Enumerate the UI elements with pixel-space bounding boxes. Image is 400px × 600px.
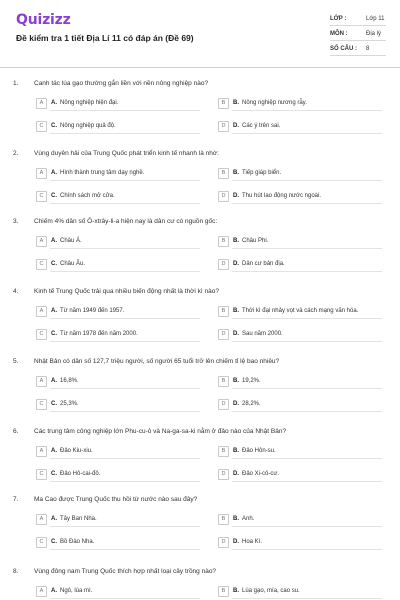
option-text: 25,3%. [60, 401, 79, 407]
answer-option[interactable] [218, 190, 390, 204]
option-key: A. [51, 308, 57, 314]
option-underline [232, 133, 382, 134]
answer-option[interactable] [36, 120, 208, 134]
option-text: 19,2%. [242, 378, 261, 384]
answer-option[interactable] [218, 513, 390, 527]
option-letter-box: B [218, 98, 229, 109]
option-letter-box: A [36, 446, 47, 457]
option-text: Chính sách mở cửa. [60, 193, 115, 199]
question-text: Ma Cao được Trung Quốc thu hồi từ nước nào sau đây? [34, 496, 198, 503]
option-key: B. [233, 238, 239, 244]
answer-option[interactable] [36, 513, 208, 527]
answer-option[interactable] [36, 468, 208, 482]
option-text: Nông nghiệp quả độ. [60, 123, 116, 129]
question-text: Canh tác lúa gạo thường gắn liền với nền nông nghiệp nào? [34, 80, 209, 87]
option-letter-box: A [36, 168, 47, 179]
option-letter-box: B [218, 306, 229, 317]
option-text: Anh. [242, 516, 255, 522]
option-letter-box: D [218, 469, 229, 480]
option-text: Hoa Kì. [242, 539, 263, 545]
question-text: Vùng duyên hải của Trung Quốc phát triển kinh tế nhanh là nhờ: [34, 150, 219, 157]
answer-option[interactable] [218, 258, 390, 272]
option-underline [232, 481, 382, 482]
answer-option[interactable] [218, 536, 390, 550]
answer-option[interactable] [36, 328, 208, 342]
option-letter-box: D [218, 121, 229, 132]
option-key: B. [233, 308, 239, 314]
option-letter-box: A [36, 376, 47, 387]
option-letter-box: C [36, 191, 47, 202]
option-text: Ngô, lúa mì. [60, 588, 93, 594]
option-text: Đảo Hô-cai-đô. [60, 471, 101, 477]
answer-option[interactable] [36, 445, 208, 459]
answer-option[interactable] [36, 398, 208, 412]
option-letter-box: C [36, 121, 47, 132]
option-letter-box: B [218, 168, 229, 179]
option-text: Dân cư bản địa. [242, 261, 285, 267]
answer-option[interactable] [36, 536, 208, 550]
option-key: B. [233, 516, 239, 522]
option-letter-box: D [218, 259, 229, 270]
option-letter-box: D [218, 399, 229, 410]
option-text: Đảo Xi-cô-cư. [242, 471, 280, 477]
option-underline [50, 526, 200, 527]
option-letter-box: D [218, 191, 229, 202]
option-underline [50, 341, 200, 342]
answer-option[interactable] [218, 468, 390, 482]
answer-option[interactable] [218, 445, 390, 459]
answer-option[interactable] [218, 328, 390, 342]
option-letter-box: A [36, 306, 47, 317]
option-letter-box: C [36, 399, 47, 410]
option-letter-box: C [36, 259, 47, 270]
option-key: C. [51, 401, 57, 407]
option-letter-box: B [218, 514, 229, 525]
answer-option[interactable] [36, 235, 208, 249]
option-underline [232, 180, 382, 181]
option-letter-box: A [36, 236, 47, 247]
option-underline [50, 271, 200, 272]
answer-option[interactable] [218, 585, 390, 599]
option-letter-box: B [218, 236, 229, 247]
question-number: 3. [13, 218, 19, 225]
option-text: Châu Phi. [242, 238, 269, 244]
question-number: 7. [13, 496, 19, 503]
option-key: C. [51, 539, 57, 545]
option-text: Thu hút lao động nước ngoài. [242, 193, 322, 199]
option-text: 28,2%. [242, 401, 261, 407]
question-number: 5. [13, 358, 19, 365]
question-number: 2. [13, 150, 19, 157]
option-underline [232, 341, 382, 342]
option-underline [50, 110, 200, 111]
option-underline [50, 248, 200, 249]
option-key: A. [51, 448, 57, 454]
option-text: Sau năm 2000. [242, 331, 283, 337]
option-underline [50, 481, 200, 482]
option-text: Châu Á. [60, 238, 82, 244]
option-key: B. [233, 100, 239, 106]
option-underline [232, 248, 382, 249]
answer-option[interactable] [218, 398, 390, 412]
quizizz-logo: Quizizz [16, 12, 71, 28]
header-divider [0, 67, 400, 68]
count-label: SỐ CÂU : [330, 46, 357, 52]
count-divider [330, 55, 386, 56]
option-key: B. [233, 588, 239, 594]
option-letter-box: B [218, 376, 229, 387]
option-letter-box: C [36, 537, 47, 548]
answer-option[interactable] [36, 258, 208, 272]
option-letter-box: A [36, 586, 47, 597]
option-key: C. [51, 261, 57, 267]
option-underline [50, 411, 200, 412]
option-text: Lúa gạo, mía, cao su. [242, 588, 300, 594]
option-key: D. [233, 539, 239, 545]
answer-option[interactable] [218, 375, 390, 389]
option-key: A. [51, 378, 57, 384]
option-key: C. [51, 331, 57, 337]
answer-option[interactable] [36, 190, 208, 204]
option-underline [50, 598, 200, 599]
question-text: Chiếm 4% dân số Ô-xtrây-li-a hiện nay là dân cư có nguồn gốc: [34, 218, 218, 225]
option-underline [50, 388, 200, 389]
answer-option[interactable] [218, 120, 390, 134]
question-number: 1. [13, 80, 19, 87]
option-letter-box: B [218, 586, 229, 597]
class-divider [330, 25, 386, 26]
option-text: Nông nghiệp nương rẫy. [242, 100, 307, 106]
option-key: A. [51, 516, 57, 522]
page-title: Đề kiểm tra 1 tiết Địa Lí 11 có đáp án (Đề 69) [16, 33, 194, 43]
worksheet-header [0, 0, 400, 66]
answer-option[interactable] [36, 375, 208, 389]
answer-option[interactable] [218, 167, 390, 181]
option-underline [50, 180, 200, 181]
answer-option[interactable] [218, 97, 390, 111]
question-number: 6. [13, 428, 19, 435]
class-value: Lớp 11 [366, 16, 385, 22]
option-underline [232, 271, 382, 272]
answer-option[interactable] [36, 97, 208, 111]
option-underline [50, 549, 200, 550]
question-text: Các trung tâm công nghiệp lớn Phu-cu-ô và Na-ga-sa-ki nằm ở đảo nào của Nhật Bản? [34, 428, 287, 435]
option-letter-box: D [218, 537, 229, 548]
option-key: A. [51, 170, 57, 176]
option-underline [232, 526, 382, 527]
subject-label: MÔN : [330, 31, 348, 37]
option-underline [232, 598, 382, 599]
option-key: B. [233, 170, 239, 176]
option-underline [232, 318, 382, 319]
option-key: B. [233, 378, 239, 384]
option-text: Đảo Hôn-su. [242, 448, 276, 454]
option-text: Từ năm 1949 đến 1957. [60, 308, 125, 314]
question-text: Kinh tế Trung Quốc trải qua nhiều biến động nhất là thời kì nào? [34, 288, 219, 295]
answer-option[interactable] [36, 305, 208, 319]
question-text: Nhật Bản có dân số 127,7 triệu người, số người 65 tuổi trở lên chiếm tỉ lệ bao nhiêu? [34, 358, 280, 365]
answer-option[interactable] [36, 167, 208, 181]
option-letter-box: D [218, 329, 229, 340]
option-underline [50, 458, 200, 459]
subject-value: Địa lý [366, 31, 382, 37]
option-text: Bồ Đào Nha. [60, 539, 95, 545]
question-number: 8. [13, 568, 19, 575]
answer-option[interactable] [36, 585, 208, 599]
option-underline [232, 411, 382, 412]
option-underline [50, 133, 200, 134]
answer-option[interactable] [218, 305, 390, 319]
option-key: D. [233, 261, 239, 267]
option-underline [232, 110, 382, 111]
question-text: Vùng đông nam Trung Quốc thích hợp nhất loại cây trồng nào? [34, 568, 217, 575]
count-value: 8 [366, 46, 370, 52]
option-letter-box: C [36, 469, 47, 480]
option-underline [232, 388, 382, 389]
option-key: A. [51, 238, 57, 244]
option-key: C. [51, 193, 57, 199]
option-underline [50, 203, 200, 204]
option-text: Đảo Kiu-xiu. [60, 448, 93, 454]
option-key: D. [233, 401, 239, 407]
option-letter-box: A [36, 514, 47, 525]
option-text: Tây Ban Nha. [60, 516, 97, 522]
answer-option[interactable] [218, 235, 390, 249]
option-text: 16,8%. [60, 378, 79, 384]
question-number: 4. [13, 288, 19, 295]
option-key: A. [51, 100, 57, 106]
option-key: D. [233, 331, 239, 337]
option-letter-box: A [36, 98, 47, 109]
option-text: Từ năm 1978 đến năm 2000. [60, 331, 138, 337]
option-key: C. [51, 123, 57, 129]
option-text: Hình thành trung tâm dạy nghề. [60, 170, 145, 176]
option-key: A. [51, 588, 57, 594]
option-text: Nông nghiệp hiện đại. [60, 100, 119, 106]
option-underline [232, 203, 382, 204]
option-letter-box: C [36, 329, 47, 340]
subject-divider [330, 40, 386, 41]
option-key: B. [233, 448, 239, 454]
option-underline [232, 458, 382, 459]
option-text: Tiếp giáp biển. [242, 170, 282, 176]
option-underline [232, 549, 382, 550]
class-label: LỚP : [330, 16, 347, 22]
option-text: Thời kì đại nhảy vọt và cách mạng văn hóa. [242, 308, 359, 314]
option-letter-box: B [218, 446, 229, 457]
option-underline [50, 318, 200, 319]
option-key: D. [233, 471, 239, 477]
option-key: C. [51, 471, 57, 477]
option-text: Các ý trên sai. [242, 123, 281, 129]
option-text: Châu Âu. [60, 261, 86, 267]
option-key: D. [233, 193, 239, 199]
option-key: D. [233, 123, 239, 129]
